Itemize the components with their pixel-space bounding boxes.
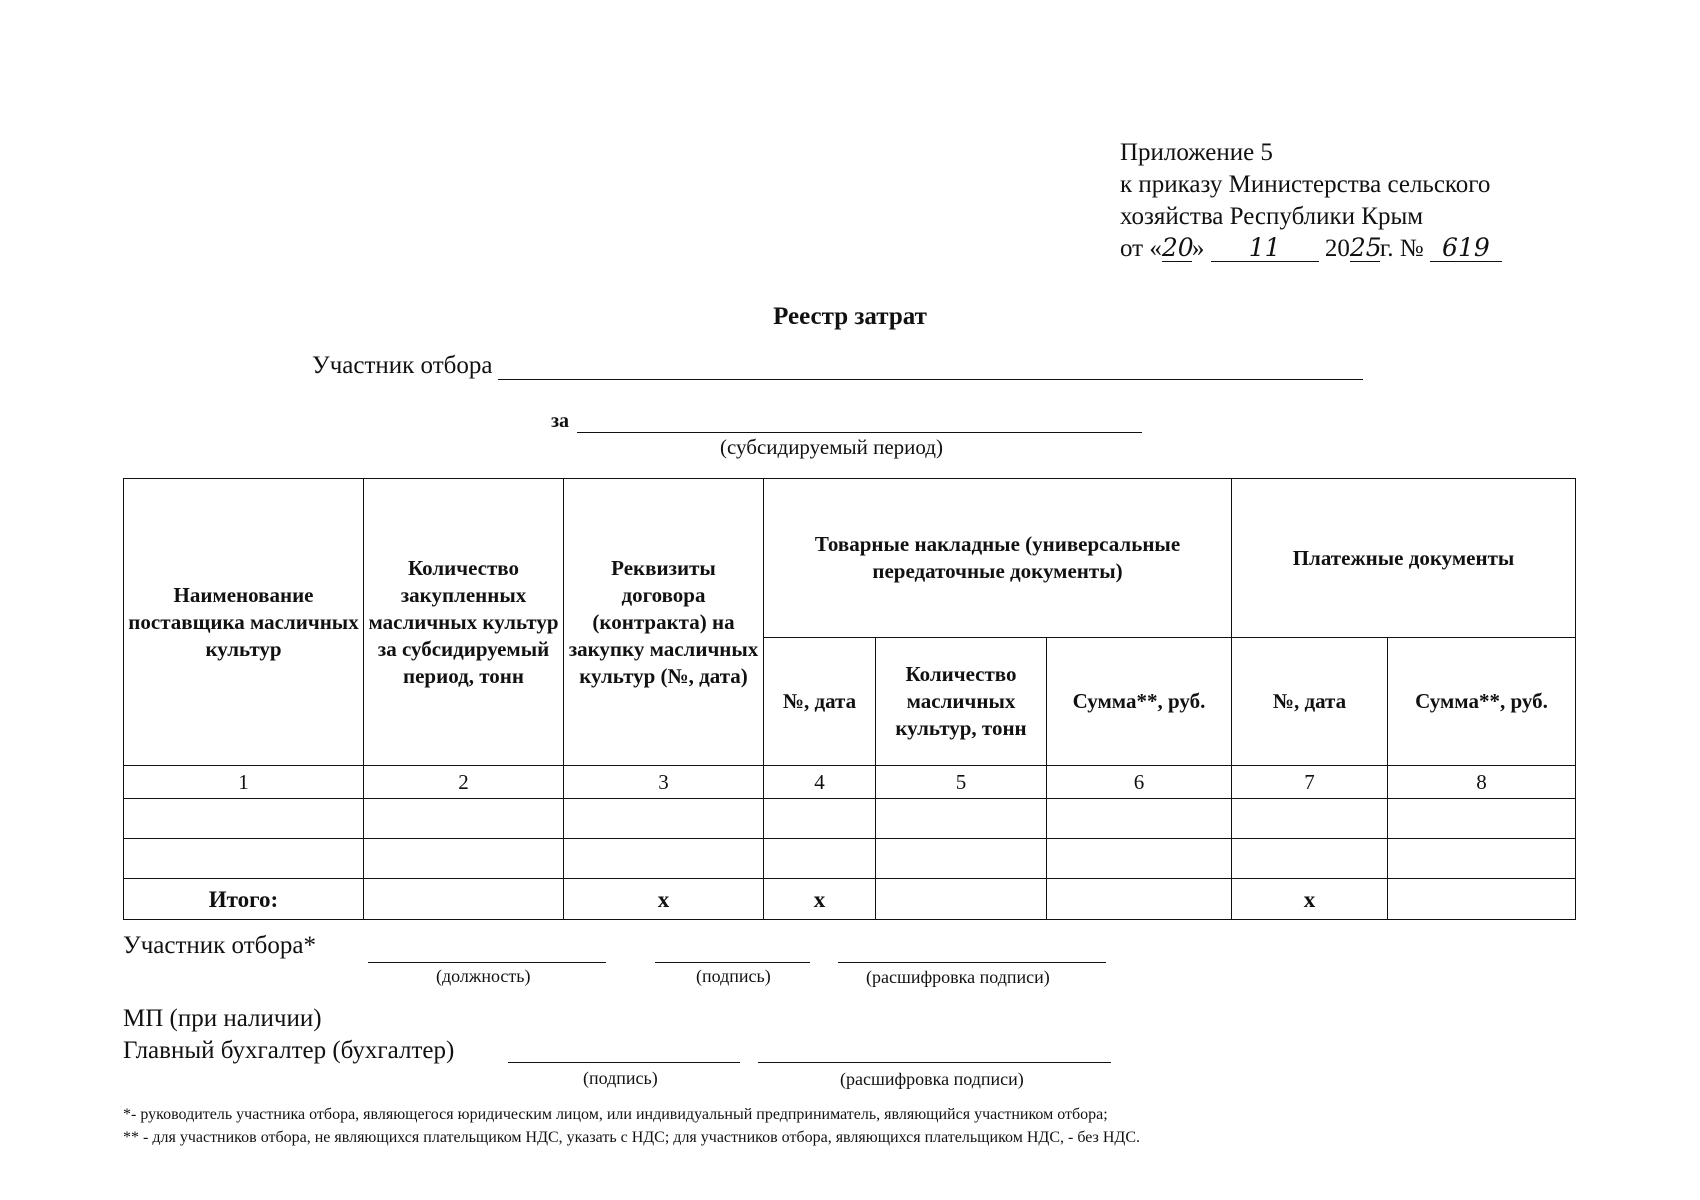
table-total-row (124, 879, 1576, 920)
header-supplier: Наименование поставщика масличных культур (124, 479, 364, 766)
total-invoice-sum-cell[interactable] (1047, 879, 1232, 920)
document-title: Реестр затрат (773, 303, 927, 330)
column-number: 7 (1232, 766, 1388, 799)
signature-decoding-line[interactable] (838, 962, 1106, 963)
header-quantity-purchased: Количество закупленных масличных культур за субсидируемый период, тонн (364, 479, 564, 766)
position-caption: (должность) (436, 966, 531, 986)
registry-table (123, 478, 1576, 920)
signature-line[interactable] (655, 962, 810, 963)
footnotes (123, 1103, 1140, 1149)
total-mark-cell: х (764, 879, 876, 920)
accountant-signature-line[interactable] (508, 1062, 740, 1063)
position-line[interactable] (368, 962, 606, 963)
participant-signature-label: Участник отбора* (123, 932, 316, 959)
table-cell[interactable] (1232, 839, 1388, 879)
table-cell[interactable] (1232, 799, 1388, 839)
date-mid: » (1191, 235, 1205, 262)
total-quantity-cell[interactable] (364, 879, 564, 920)
header-payments-group: Платежные документы (1232, 479, 1576, 638)
header-invoice-sum: Сумма**, руб. (1047, 638, 1232, 766)
accountant-decoding-line[interactable] (758, 1062, 1111, 1063)
appendix-order-ref: к приказу Министерства сельского (1120, 171, 1491, 198)
column-number: 6 (1047, 766, 1232, 799)
table-cell[interactable] (764, 839, 876, 879)
header-payment-sum: Сумма**, руб. (1388, 638, 1576, 766)
header-invoice-number-date: №, дата (764, 638, 876, 766)
header-invoices-group: Товарные накладные (универсальные передаточные документы) (764, 479, 1232, 638)
decoding-caption: (расшифровка подписи) (866, 967, 1050, 987)
date-day: 20 (1161, 233, 1194, 262)
table-cell[interactable] (764, 799, 876, 839)
participant-blank[interactable] (498, 353, 1363, 380)
table-cell[interactable] (564, 839, 764, 879)
column-number: 8 (1388, 766, 1576, 799)
table-cell[interactable] (364, 839, 564, 879)
signature-caption: (подпись) (696, 966, 771, 986)
accountant-signature-caption: (подпись) (583, 1068, 658, 1088)
accountant-label: Главный бухгалтер (бухгалтер) (123, 1037, 455, 1064)
header-invoice-quantity: Количество масличных культур, тонн (876, 638, 1047, 766)
date-year: 25 (1349, 233, 1382, 262)
total-mark-cell: х (564, 879, 764, 920)
table-header-row (124, 479, 1576, 638)
table-cell[interactable] (124, 839, 364, 879)
appendix-ministry: хозяйства Республики Крым (1120, 203, 1424, 230)
accountant-decoding-caption: (расшифровка подписи) (840, 1069, 1024, 1089)
period-field (551, 408, 1142, 433)
table-cell[interactable] (1388, 799, 1576, 839)
table-cell[interactable] (564, 799, 764, 839)
participant-field (312, 352, 1363, 380)
order-number: 619 (1430, 235, 1502, 262)
column-number: 1 (124, 766, 364, 799)
column-number: 4 (764, 766, 876, 799)
table-number-row (124, 766, 1576, 799)
table-cell[interactable] (364, 799, 564, 839)
table-cell[interactable] (1388, 839, 1576, 879)
stamp-label: МП (при наличии) (123, 1005, 322, 1032)
column-number: 3 (564, 766, 764, 799)
date-month: 11 (1211, 235, 1319, 262)
total-invoice-quantity-cell[interactable] (876, 879, 1047, 920)
footnote-1: *- руководитель участника отбора, являющегося юридическим лицом, или индивидуальный предприниматель, являющийся участником отбора; (123, 1106, 1108, 1123)
period-blank[interactable] (577, 408, 1142, 433)
total-mark-cell: х (1232, 879, 1388, 920)
participant-label: Участник отбора (312, 352, 493, 379)
table-cell[interactable] (876, 799, 1047, 839)
appendix-number: Приложение 5 (1120, 139, 1273, 166)
table-row (124, 799, 1576, 839)
date-prefix: от « (1120, 235, 1162, 262)
stamp-and-accountant (123, 1003, 454, 1067)
footnote-2: ** - для участников отбора, не являющихся плательщиком НДС, указать с НДС; для участников отбора, являющихся плательщиком НДС, - без НДС. (123, 1129, 1140, 1146)
table-cell[interactable] (124, 799, 364, 839)
total-label: Итого: (124, 879, 364, 920)
table-cell[interactable] (1047, 799, 1232, 839)
header-payment-number-date: №, дата (1232, 638, 1388, 766)
date-suffix: г. № (1379, 235, 1424, 262)
total-payment-sum-cell[interactable] (1388, 879, 1576, 920)
appendix-header (1120, 137, 1502, 265)
table-cell[interactable] (876, 839, 1047, 879)
table-row (124, 839, 1576, 879)
column-number: 2 (364, 766, 564, 799)
period-caption: (субсидируемый период) (720, 435, 943, 459)
appendix-date-line (1120, 233, 1502, 265)
period-label: за (551, 410, 570, 432)
table-cell[interactable] (1047, 839, 1232, 879)
column-number: 5 (876, 766, 1047, 799)
header-contract-details: Реквизиты договора (контракта) на закупку масличных культур (№, дата) (564, 479, 764, 766)
date-year-prefix: 20 (1324, 235, 1350, 262)
